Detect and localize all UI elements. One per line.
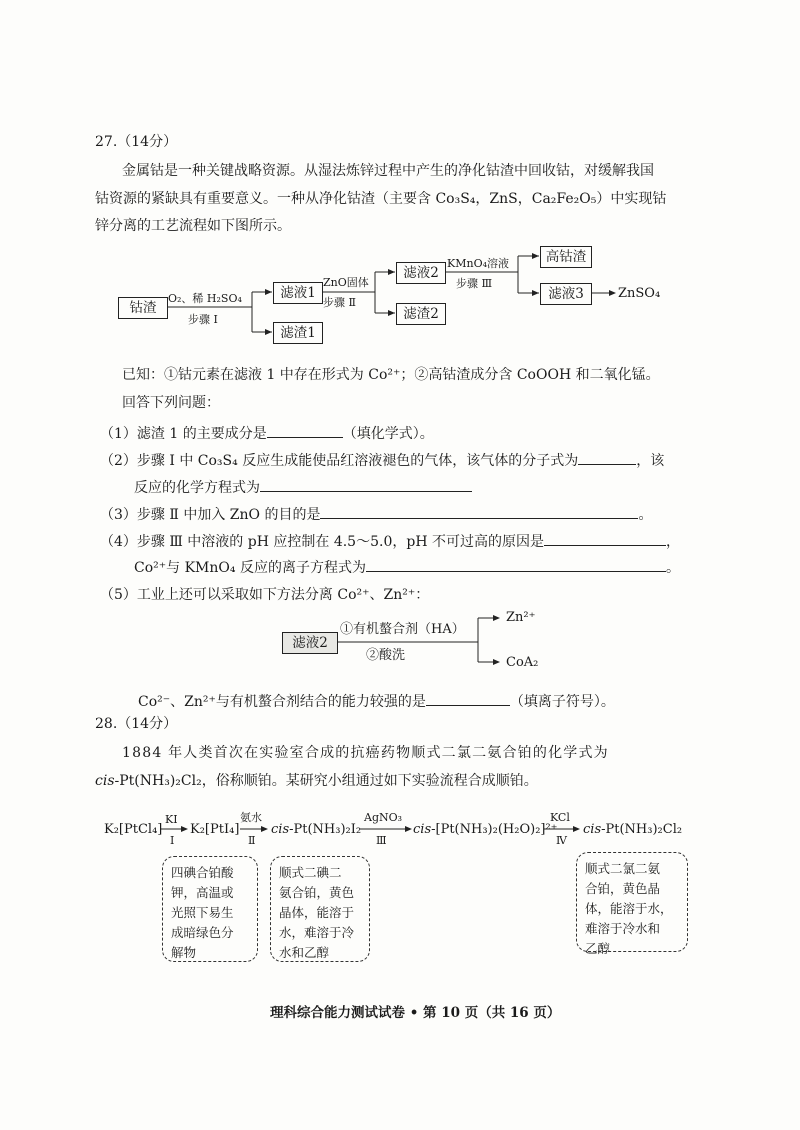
filtrate3-box: 滤液3 (540, 283, 592, 305)
step-ii: Ⅱ (248, 834, 256, 847)
answer-prompt: 回答下列问题： (122, 395, 220, 411)
residue2-box: 滤渣2 (396, 303, 446, 325)
reagent1-label: O₂、稀 H₂SO₄ (168, 292, 242, 305)
q28-intro-line2: cis-Pt(NH₃)₂Cl₂，俗称顺铂。某研究小组通过如下实验流程合成顺铂。 (95, 773, 538, 789)
question-5b: Co²⁻、Zn²⁺与有机螯合剂结合的能力较强的是 （填离子符号）。 (138, 691, 615, 711)
cisplatin-product: cis-Pt(NH₃)₂Cl₂ (583, 822, 683, 837)
question-4a: （4）步骤 Ⅲ 中溶液的 pH 应控制在 4.5～5.0，pH 不可过高的原因是 ， (100, 531, 680, 551)
filtrate1-box: 滤液1 (273, 282, 323, 304)
cis-diiodo-compound: cis-Pt(NH₃)₂I₂ (271, 822, 362, 837)
note-cisplatin: 顺式二氯二氨 合铂，黄色晶 体，能溶于水， 难溶于冷水和 乙醇 (576, 852, 688, 952)
question-4b: Co²⁺与 KMnO₄ 反应的离子方程式为 。 (134, 557, 680, 577)
residue1-box: 滤渣1 (273, 322, 323, 344)
step-iii: Ⅲ (376, 834, 387, 847)
note-cis-diiodo: 顺式二碘二 氨合铂，黄色 晶体，能溶于 水，难溶于冷 水和乙醇 (270, 856, 370, 962)
question-1: （1）滤渣 1 的主要成分是 （填化学式）。 (100, 423, 434, 443)
filtrate2-box: 滤液2 (396, 262, 446, 284)
q27-header: 27.（14分） (95, 134, 178, 150)
question-5: （5）工业上还可以采取如下方法分离 Co²⁺、Zn²⁺： (100, 587, 430, 603)
step-i: Ⅰ (170, 834, 175, 847)
q27-intro-line3: 锌分离的工艺流程如下图所示。 (95, 218, 291, 234)
reagent-ki: KI (165, 813, 178, 826)
reagent-agno3: AgNO₃ (364, 811, 403, 824)
znso4-product: ZnSO₄ (618, 286, 661, 301)
step1-label: 步骤 Ⅰ (188, 313, 218, 326)
step2-label: 步骤 Ⅱ (323, 296, 356, 309)
question-2a: （2）步骤 Ⅰ 中 Co₃S₄ 反应生成能使品红溶液褪色的气体，该气体的分子式为 ，该 (100, 450, 664, 470)
coa2-output: CoA₂ (506, 655, 539, 670)
step-iv: Ⅳ (556, 834, 567, 847)
q28-header: 28.（14分） (95, 716, 178, 732)
known-conditions: 已知：①钴元素在滤液 1 中存在形式为 Co²⁺；②高钴渣成分含 CoOOH 和二氧化锰。 (122, 367, 660, 383)
high-cobalt-box: 高钴渣 (540, 246, 592, 268)
reagent2-label: ZnO固体 (323, 276, 369, 289)
q27-intro-line2: 钴资源的紧缺具有重要意义。一种从净化钴渣（主要含 Co₃S₄，ZnS，Ca₂Fe₂O₅）中实现钴 (95, 191, 667, 207)
step3-label: 步骤 Ⅲ (456, 277, 493, 290)
q27-intro-line1: 金属钴是一种关键战略资源。从湿法炼锌过程中产生的净化钴渣中回收钴，对缓解我国 (122, 163, 654, 179)
reagent-kcl: KCl (550, 811, 570, 824)
reagent3-label: KMnO₄溶液 (447, 257, 509, 270)
acid-wash-label: ②酸洗 (366, 648, 406, 663)
chelating-agent-label: ①有机螯合剂（HA） (340, 622, 465, 637)
page-footer: 理科综合能力测试试卷 • 第 10 页（共 16 页） (270, 1005, 561, 1021)
reagent-ammonia: 氨水 (240, 811, 262, 824)
question-2b: 反应的化学方程式为 (134, 477, 472, 497)
k2ptcl4: K₂[PtCl₄] (104, 822, 163, 837)
cobalt-residue-box: 钴渣 (118, 297, 168, 319)
q28-intro-line1: 1884 年人类首次在实验室合成的抗癌药物顺式二氯二氨合铂的化学式为 (122, 745, 609, 761)
zn-ion-output: Zn²⁺ (506, 610, 536, 625)
k2pti4: K₂[PtI₄] (190, 822, 240, 837)
cis-diaqua-complex: cis-[Pt(NH₃)₂(H₂O)₂]²⁺ (413, 822, 558, 837)
note-k2pti4: 四碘合铂酸 钾，高温或 光照下易生 成暗绿色分 解物 (162, 856, 258, 962)
filtrate2-separation-box: 滤液2 (282, 632, 338, 654)
question-3: （3）步骤 Ⅱ 中加入 ZnO 的目的是 。 (100, 504, 652, 524)
